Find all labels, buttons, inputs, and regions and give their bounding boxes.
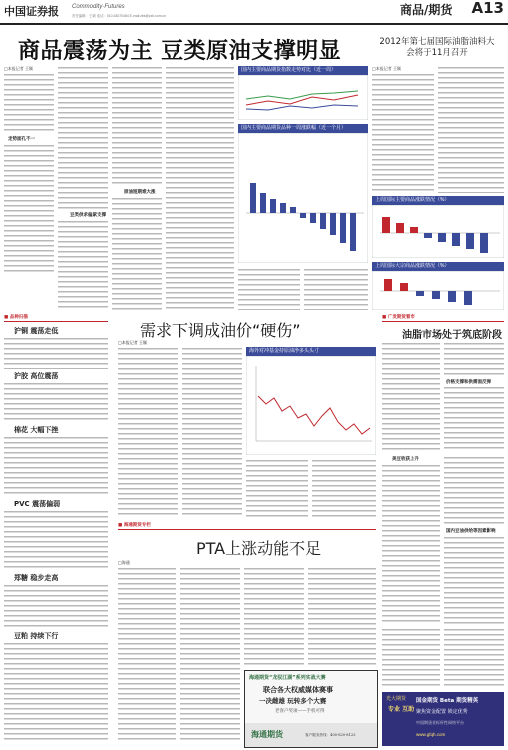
pta-col-2	[180, 567, 240, 743]
pta-col-3	[244, 567, 304, 667]
haitong-ad-top: 海通期货“龙驭江湖”系列实战大赛	[249, 675, 326, 681]
scan-item-text	[4, 436, 108, 496]
beta-ad[interactable]	[382, 692, 504, 746]
second-col-3	[246, 459, 308, 517]
page-number: A13	[471, 0, 504, 17]
masthead-rule	[0, 23, 508, 25]
scan-item-title: 郑糖 稳步走高	[14, 574, 59, 582]
haitong-ad-line2: 一决雌雄 玩转多个大赛	[259, 697, 327, 705]
market-col-4	[444, 456, 504, 524]
lead-chart-1	[238, 66, 368, 120]
haitong-ad-hotline: 客户服务热线：400-820-8123	[305, 733, 356, 737]
conference-chart-1	[372, 196, 504, 258]
lead-col-1b	[4, 144, 54, 274]
haitong-ad[interactable]	[244, 670, 378, 748]
scan-item-text	[4, 337, 108, 369]
lead-byline: □本报记者 王颖	[4, 66, 34, 71]
lead-chart-1-plot	[238, 75, 368, 120]
conference-byline: □本报记者 王颖	[372, 66, 402, 71]
scan-item-title: PVC 震荡偏弱	[14, 500, 61, 508]
masthead-info: 责任编辑：王颖 电话：010-63070484 E-mail:zbs@zzb.com.cn	[72, 14, 167, 18]
market-subhead: 美豆收获上升	[392, 457, 419, 462]
conference-chart-2	[372, 262, 504, 310]
lead-subhead-1: 走势面孔不一	[8, 137, 35, 142]
lead-chart-1-title: 国内主要商品期货指数走势对比（近一周）	[238, 66, 368, 75]
second-chart	[246, 347, 376, 455]
conference-chart-2-plot	[372, 271, 504, 310]
scan-item-title: 棉花 大幅下挫	[14, 426, 59, 434]
masthead-subtitle: Commodity·Futures	[72, 4, 125, 10]
beta-ad-web: www.gfqh.com	[416, 732, 446, 737]
scan-item-title: 沪胶 高位震荡	[14, 372, 59, 380]
scan-item-title: 豆粕 持续下行	[14, 632, 59, 640]
scan-item-text	[4, 584, 108, 628]
market-col-2b	[444, 386, 504, 452]
lead-subhead-2: 豆类供求偏紧支撑	[70, 213, 106, 218]
conference-chart-2-title: 上周国际大宗商品涨跌情况（%）	[372, 262, 504, 271]
lead-chart-2	[238, 124, 368, 264]
scan-item-text	[4, 510, 108, 570]
scan-item-text	[4, 382, 108, 422]
second-headline: 需求下调成油价“硬伤”	[140, 321, 301, 340]
haitong-ad-footer	[245, 723, 377, 747]
second-col-1	[118, 347, 178, 517]
masthead	[0, 0, 508, 26]
lead-col-4	[166, 66, 234, 310]
lead-chart-2-title: 国内主要商品期货品种一周涨跌幅（近一个月）	[238, 124, 368, 133]
pta-col-1	[118, 567, 176, 743]
masthead-logo: 中国证券报	[4, 5, 59, 18]
lead-col-2b	[58, 220, 108, 310]
market-subhead: 国内豆油供给等因素影响	[446, 529, 496, 534]
second-chart-plot	[246, 356, 376, 455]
beta-ad-line1: 专业 互助	[388, 706, 415, 713]
second-chart-title: 海外对冲基金持原油净多头头寸	[246, 347, 376, 356]
conference-chart-1-title: 上周国际主要商品涨跌情况（%）	[372, 196, 504, 205]
lead-col-3	[112, 66, 162, 186]
haitong-ad-line3: 老客户奖项——手机可得	[275, 709, 325, 714]
market-col-6	[444, 628, 504, 688]
market-col-3	[382, 464, 440, 624]
beta-ad-brand: 光大期货	[386, 696, 407, 702]
market-col-2	[444, 342, 504, 376]
conference-col-1	[372, 73, 434, 193]
scan-column-rule	[4, 321, 108, 322]
conference-col-2	[438, 66, 504, 193]
pta-column-rule	[118, 529, 376, 530]
scan-item-text	[4, 642, 108, 742]
pta-byline: □海通	[118, 560, 130, 565]
pta-col-4	[308, 567, 376, 667]
pta-headline: PTA上涨动能不足	[196, 539, 322, 558]
pta-column-header: ■ 海通期货专栏	[118, 523, 151, 528]
beta-ad-line2: 国金期货 Beta 期货精英	[416, 698, 479, 704]
market-column-rule	[382, 321, 504, 322]
haitong-ad-line1: 联合各大权威媒体赛事	[263, 686, 333, 694]
market-col-4b	[444, 536, 504, 624]
page-number-box	[396, 0, 508, 18]
scan-column-header: ■ 品种扫描	[4, 315, 28, 320]
conference-headline: 2012年第七届国际油脂油料大会将于11月召开	[379, 37, 495, 58]
market-subhead: 价格支撑和供需面反弹	[446, 380, 491, 385]
scan-item-title: 沪铜 震荡走低	[14, 327, 59, 335]
beta-ad-line4: 中国期货业标杆性网络平台	[416, 720, 464, 725]
market-col-1	[382, 342, 440, 452]
second-col-2	[182, 347, 242, 517]
beta-ad-line3: 聚焦资金配置 锁定优秀	[416, 709, 468, 715]
market-column-header: ■ 广发期货看市	[382, 315, 415, 320]
lead-col-3b	[112, 197, 162, 310]
lead-col-1	[4, 73, 54, 133]
second-byline: □本报记者 王颖	[118, 340, 148, 345]
market-headline: 油脂市场处于筑底阶段	[402, 330, 502, 341]
lead-subhead-3: 原油短期难大涨	[124, 190, 156, 195]
conference-chart-1-plot	[372, 205, 504, 258]
haitong-ad-brand: 海通期货	[251, 730, 283, 739]
lead-col-6	[304, 268, 368, 310]
market-col-5	[382, 628, 440, 688]
lead-headline: 商品震荡为主 豆类原油支撑明显	[18, 39, 342, 64]
lead-col-5	[238, 268, 300, 310]
second-col-4	[312, 459, 376, 517]
lead-chart-2-plot	[238, 133, 368, 263]
section-title: 商品/期货	[400, 3, 453, 17]
lead-col-2	[58, 66, 108, 209]
